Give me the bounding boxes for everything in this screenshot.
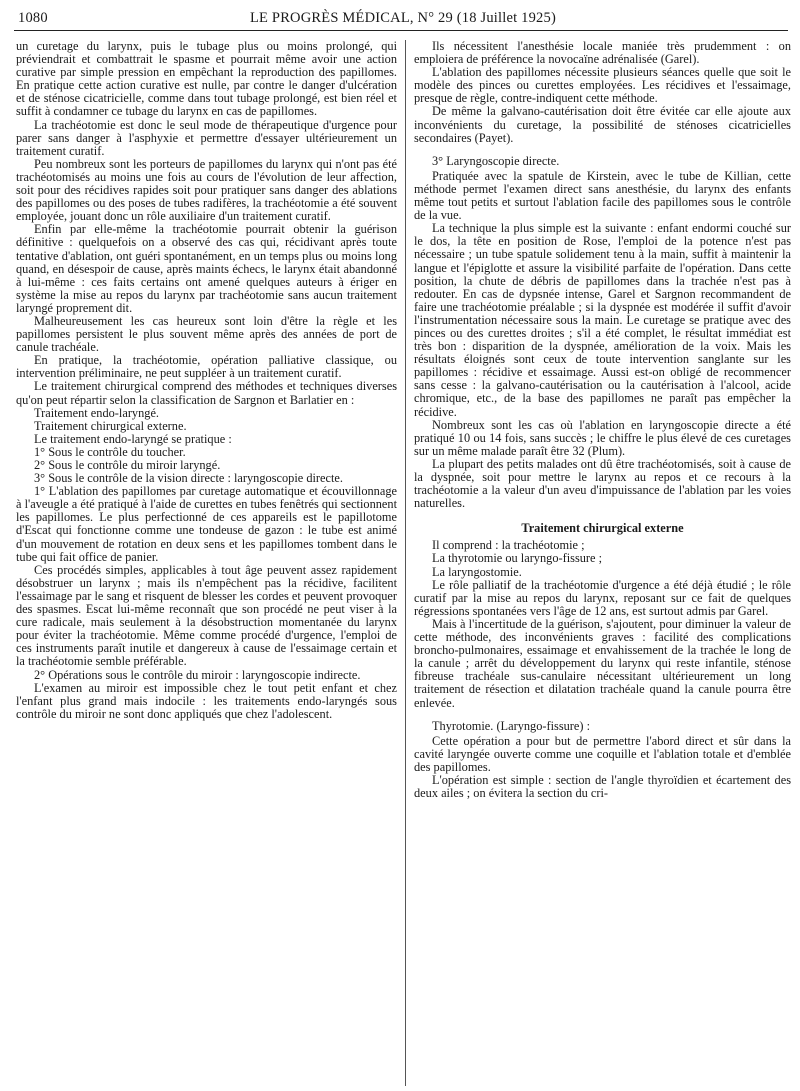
list-item: La thyrotomie ou laryngo-fissure ;	[432, 551, 603, 566]
paragraph: L'opération est simple : section de l'angle thyroïdien et écartement des deux ailes ; on évitera la section du cri-	[414, 772, 791, 801]
paragraph: La trachéotomie est donc le seul mode de thérapeutique d'urgence pour parer sans danger à l'asphyxie et permettre d'essayer ultérieurement un traitement curatif.	[16, 117, 397, 158]
paragraph: L'examen au miroir est impossible chez le tout petit enfant et chez l'enfant plus grand mais indocile : les traitements endo-laryngés sous contrôle du miroir ne sont donc appliqués que chez l'adolescent.	[16, 680, 397, 721]
list-item: Il comprend : la trachéotomie ;	[432, 538, 585, 553]
list-item: Traitement endo-laryngé.	[34, 405, 160, 420]
paragraph: 1° L'ablation des papillomes par curetage automatique et écouvillonnage à l'aveugle a été pratiqué à l'aide de curettes en tubes fenêtrés qui sectionnent les papillomes. Le plus perfectionné de ces appareils est le papillotome d'Escat qui fonctionne comme une tondeuse de gazon : le tube est animé d'un mouvement de rotation en deux sens et les papillomes tombent dans le tube qui fait office de panier.	[16, 484, 397, 564]
page-header	[18, 6, 788, 32]
paragraph: Enfin par elle-même la trachéotomie pourrait obtenir la guérison définitive : quelquefois on a observé des cas qui, récidivant après toute tentative d'ablation, ont guéri spontanément, en un temps plus ou moins long quand, en désespoir de cause, après maints échecs, le larynx était abandonné à lui-même : ces faits certains ont amené quelques auteurs à ériger en système la mise au repos du larynx par trachéotomie sans aucun traitement laryngé proprement dit.	[16, 222, 397, 315]
paragraph: un curetage du larynx, puis le tubage plus ou moins prolongé, qui préviendrait et combattrait le spasme et pourrait même avoir une action curative par simple pression en empêchant la reproduction des papillomes. En pratique cette action curative est nulle, par contre le danger d'ulcération et de sténose cicatricielle, comme dans tout tubage prolongé, est bien réel et suffit à condamner ce tubage du larynx en cas de papillomes.	[16, 39, 397, 119]
subsection-heading: Thyrotomie. (Laryngo-fissure) :	[432, 718, 591, 733]
paragraph: Pratiquée avec la spatule de Kirstein, avec le tube de Killian, cette méthode permet l'examen direct sans anesthésie, du larynx des enfants même tout petits et surtout l'ablation facile des papillomes sous le contrôle de la vue.	[414, 168, 791, 223]
column-separator	[405, 40, 406, 1086]
paragraph: L'ablation des papillomes nécessite plusieurs séances quelle que soit le modèle des pinces ou curettes employées. Les récidives et l'essaimage, presque de règle, contre-indiquent cette méthode.	[414, 65, 791, 106]
header-rule	[14, 30, 788, 31]
left-column	[16, 40, 397, 721]
list-item: 2° Sous le contrôle du miroir laryngé.	[34, 458, 221, 472]
list-item: 3° Sous le contrôle de la vision directe : laryngoscopie directe.	[34, 471, 343, 486]
list-item: Traitement chirurgical externe.	[34, 418, 187, 433]
paragraph: Ces procédés simples, applicables à tout âge peuvent assez rapidement désobstruer un larynx ; mais ils n'empêchent pas la récidive, facilitent l'essaimage par le sang et risquent de blesser les cordes et peuvent provoquer des spasmes. Escat lui-même reconnaît que son procédé ne peut viser à la cure radicale, mais seulement à la désobstruction momentanée du larynx pour éviter la trachéotomie. Même comme procédé d'urgence, l'emploi de ces instruments paraît inutile et dangereux à cause de l'essaimage certain et la trachéotomie semble préférable.	[16, 562, 397, 669]
paragraph: 2° Opérations sous le contrôle du miroir : laryngoscopie indirecte.	[34, 667, 361, 682]
paragraph: Le traitement chirurgical comprend des méthodes et techniques diverses qu'on peut répartir selon la classification de Sargnon et Barlatier en :	[16, 379, 397, 407]
paragraph: Malheureusement les cas heureux sont loin d'être la règle et les papillomes persistent le plus souvent même après des années de port de canule trachéale.	[16, 313, 397, 355]
paragraph: Nombreux sont les cas où l'ablation en laryngoscopie directe a été pratiqué 10 ou 14 fois, sans succès ; le chiffre le plus élevé de ces curetages sur un même malade paraît être 32 (Plum).	[414, 417, 791, 458]
list-item: La laryngostomie.	[432, 564, 522, 579]
list-item: Le traitement endo-laryngé se pratique :	[34, 431, 232, 446]
paragraph: Ils nécessitent l'anesthésie locale maniée très prudemment : on emploiera de préférence la novocaïne adrénalisée (Garel).	[414, 39, 791, 67]
list-item: 1° Sous le contrôle du toucher.	[34, 444, 186, 459]
paragraph: Mais à l'incertitude de la guérison, s'ajoutent, pour diminuer la valeur de cette méthode, des inconvénients graves : facilité des complications broncho-pulmonaires, essaimage et envahissement de la trachée le long de la canule ; arrêt du développement du larynx qui reste infantile, sténose fibreuse trachéale sus-canulaire nécessitant ultérieurement un long traitement de résection et dilatation trachéale quand la canule pourra être enlevée.	[414, 616, 791, 710]
journal-masthead: LE PROGRÈS MÉDICAL, N° 29 (18 Juillet 1925)	[249, 10, 556, 26]
paragraph: En pratique, la trachéotomie, opération palliative classique, ou intervention préliminaire, ne peut suppléer à un traitement curatif.	[16, 353, 397, 381]
paragraph: Le rôle palliatif de la trachéotomie d'urgence a été déjà étudié ; le rôle curatif par la mise au repos du larynx, reposant sur ce fait de quelques régressions spontanées vers l'âge de 12 ans, est surtout admis par Garel.	[414, 577, 791, 618]
page-number: 1080	[18, 10, 48, 26]
section-heading: 3° Laryngoscopie directe.	[432, 153, 560, 168]
paragraph: Peu nombreux sont les porteurs de papillomes du larynx qui n'ont pas été trachéotomisés au moins une fois au cours de l'évolution de leur affection, soit pour des récidives rapides soit pour pratiquer sans danger des ablations des papillomes ou des poses de tubes radifères, la trachéotomie a été souvent employée, jouant donc un rôle auxiliaire d'un traitement curatif.	[16, 156, 397, 224]
paragraph: De même la galvano-cautérisation doit être évitée car elle ajoute aux inconvénients du curetage, la possibilité de sténoses cicatricielles secondaires (Payet).	[414, 104, 791, 145]
section-heading-bold: Traitement chirurgical externe	[521, 521, 684, 536]
paragraph: La plupart des petits malades ont dû être trachéotomisés, soit à cause de la dyspnée, soit pour mettre le larynx au repos et ce recours à la trachéotomie a la valeur d'un aveu d'impuissance de l'ablation par les voies naturelles.	[414, 456, 791, 511]
right-column	[414, 40, 791, 800]
paragraph: Cette opération a pour but de permettre l'abord direct et sûr dans la cavité laryngée ouverte comme une coquille et l'ablation totale et d'emblée des papillomes.	[414, 733, 791, 774]
paragraph: La technique la plus simple est la suivante : enfant endormi couché sur le dos, la tête en position de Rose, l'emploi de la potence n'est pas nécessaire ; un tube spatule solidement tenu à la main, suffit à maintenir la langue et l'épiglotte et assure la visibilité parfaite de l'opération. Dans cette position, la chute de débris de papillomes dans la trachée n'est pas à redouter. En cas de dypsnée intense, Garel et Sargnon recommandent de faire une trachéotomie préalable ; si la dyspnée est modérée il suffit d'avoir l'instrumentation nécessaire sous la main. Le curetage se pratique avec des pinces ou des curettes droites ; s'il a été complet, le résultat immédiat est très bon : disparition de la dyspnée, amélioration de la voix. Mais les résultats éloignés sont ceux de toute intervention sanglante sur les papillomes : récidive et essaimage. Aussi est-on obligé de recommencer sans cesse : la galvano-cautérisation ou la cautérisation à l'alcool, acide chromique, etc., de la base des papillomes ne paraît pas empêcher la récidive.	[414, 221, 791, 419]
